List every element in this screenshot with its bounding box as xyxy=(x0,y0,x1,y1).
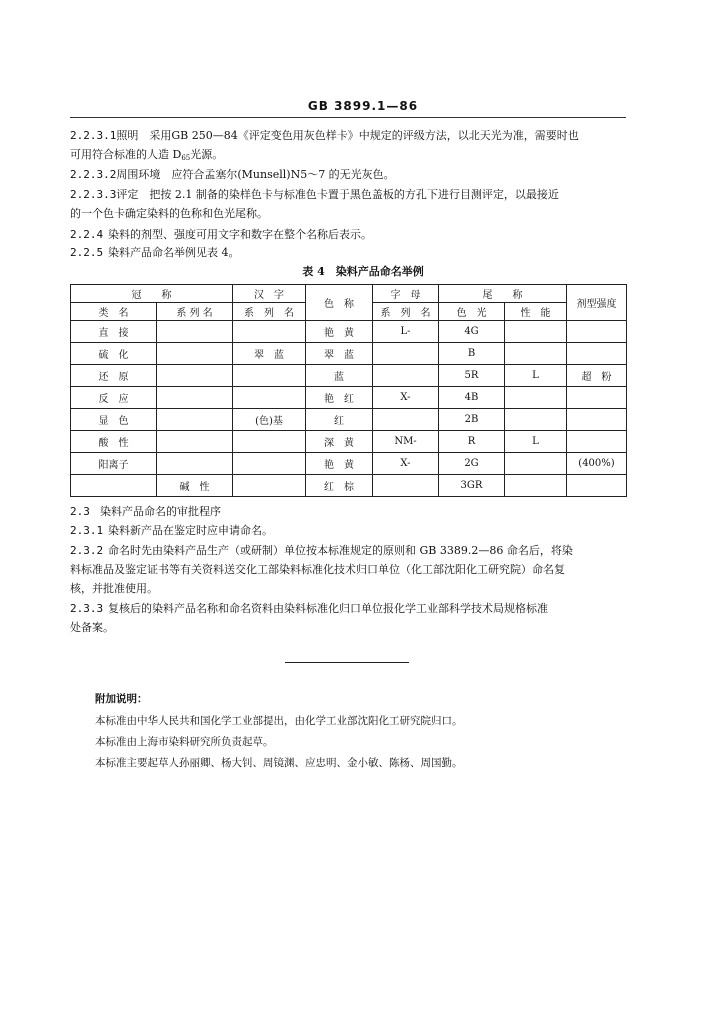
table-cell: 显 色 xyxy=(71,409,157,431)
table-cell xyxy=(567,409,627,431)
notes-line: 本标准主要起草人孙丽卿、杨大钊、周镜渊、应忠明、金小敏、陈杨、周国勤。 xyxy=(95,757,463,769)
table-cell: 碱 性 xyxy=(157,475,233,497)
table-cell: 硫 化 xyxy=(71,343,157,365)
clause-2-3-2 xyxy=(70,541,626,598)
clause-2-3 xyxy=(70,502,626,521)
table-row xyxy=(71,387,627,409)
table-cell xyxy=(505,409,567,431)
table-row xyxy=(71,343,627,365)
table-cell: 酸 性 xyxy=(71,431,157,453)
table-cell: 还 原 xyxy=(71,365,157,387)
table-header-row xyxy=(71,285,627,303)
clause-text: 核，并批准使用。 xyxy=(70,582,158,595)
clause-text: 染料的剂型、强度可用文字和数字在整个名称后表示。 xyxy=(108,228,372,241)
table-cell xyxy=(567,321,627,343)
table-cell: L- xyxy=(373,321,439,343)
header-cell: 类 名 xyxy=(71,303,157,321)
table-row xyxy=(71,365,627,387)
clause-2-3-1 xyxy=(70,521,626,540)
table-cell xyxy=(233,321,306,343)
clause-text: 照明 采用GB 250—84《评定变色用灰色样卡》中规定的评级方法，以北天光为准，需要时也 xyxy=(116,129,579,142)
document-header: GB 3899.1—86 xyxy=(307,99,419,113)
table-row xyxy=(71,321,627,343)
clause-2-2-3-2 xyxy=(70,165,626,184)
table-cell xyxy=(157,431,233,453)
table-cell xyxy=(157,321,233,343)
table-cell xyxy=(157,365,233,387)
clause-number: 2.3.3 xyxy=(70,602,104,615)
clause-number: 2.2.3.2 xyxy=(70,168,117,181)
header-cell: 系 列 名 xyxy=(157,303,233,321)
naming-examples-table xyxy=(70,284,627,497)
table-cell: 阳离子 xyxy=(71,453,157,475)
table-cell: 直 接 xyxy=(71,321,157,343)
section-divider xyxy=(285,662,409,663)
table-cell: B xyxy=(439,343,505,365)
header-cell: 冠 称 xyxy=(71,285,233,303)
clause-2-2-3-3 xyxy=(70,185,626,223)
table-cell xyxy=(567,343,627,365)
header-cell: 性 能 xyxy=(505,303,567,321)
table-cell: 艳 黄 xyxy=(306,321,373,343)
notes-line: 本标准由上海市染料研究所负责起草。 xyxy=(95,736,274,748)
notes-line: 本标准由中华人民共和国化学工业部提出，由化学工业部沈阳化工研究院归口。 xyxy=(95,715,463,727)
clause-text: 的一个色卡确定染料的色称和色光尾称。 xyxy=(70,207,268,220)
table-cell xyxy=(373,409,439,431)
table-cell xyxy=(505,387,567,409)
table-cell: 深 黄 xyxy=(306,431,373,453)
clause-2-2-4 xyxy=(70,225,626,244)
header-cell: 系 列 名 xyxy=(233,303,306,321)
table-cell: 2B xyxy=(439,409,505,431)
table-cell: 5R xyxy=(439,365,505,387)
notes-title: 附加说明： xyxy=(95,693,148,705)
table-cell: 红 xyxy=(306,409,373,431)
table-cell: 反 应 xyxy=(71,387,157,409)
table-cell: 红 棕 xyxy=(306,475,373,497)
clause-number: 2.2.5 xyxy=(70,246,104,259)
clause-2-2-3-1 xyxy=(70,126,626,168)
clause-number: 2.3 xyxy=(70,505,90,518)
table-cell: 3GR xyxy=(439,475,505,497)
clause-text: 染料新产品在鉴定时应申请命名。 xyxy=(108,524,273,537)
table-cell xyxy=(505,321,567,343)
header-cell: 色 称 xyxy=(306,285,373,321)
table-cell: (400%) xyxy=(567,453,627,475)
table-cell xyxy=(505,475,567,497)
table-cell xyxy=(373,475,439,497)
table-cell xyxy=(157,453,233,475)
table-cell: 艳 黄 xyxy=(306,453,373,475)
clause-number: 2.2.4 xyxy=(70,228,104,241)
clause-text: 可用符合标准的人造 D xyxy=(70,148,182,161)
clause-2-2-5 xyxy=(70,243,626,262)
table-cell xyxy=(71,475,157,497)
table-cell xyxy=(157,387,233,409)
clause-2-3-3 xyxy=(70,599,626,637)
clause-number: 2.3.2 xyxy=(70,544,104,557)
table-cell xyxy=(157,343,233,365)
header-cell: 尾 称 xyxy=(439,285,567,303)
table-caption: 表 4 染料产品命名举例 xyxy=(302,265,424,278)
table-cell: 翠 蓝 xyxy=(306,343,373,365)
clause-text: 复核后的染料产品名称和命名资料由染料标准化归口单位报化学工业部科学技术局规格标准 xyxy=(108,602,548,615)
table-cell: X- xyxy=(373,387,439,409)
table-cell xyxy=(373,365,439,387)
table-cell: NM- xyxy=(373,431,439,453)
clause-text: 命名时先由染料产品生产（或研制）单位按本标准规定的原则和 GB 3389.2—86 命名后，将染 xyxy=(108,544,573,557)
table-cell xyxy=(233,387,306,409)
clause-text: 周围环境 应符合孟塞尔(Munsell)N5～7 的无光灰色。 xyxy=(116,168,395,181)
subscript: 65 xyxy=(181,154,191,162)
table-cell: 4B xyxy=(439,387,505,409)
table-cell: 艳 红 xyxy=(306,387,373,409)
clause-text: 光源。 xyxy=(190,148,224,161)
table-cell: 2G xyxy=(439,453,505,475)
header-rule xyxy=(70,117,626,118)
header-cell: 色 光 xyxy=(439,303,505,321)
table-cell: X- xyxy=(373,453,439,475)
clause-number: 2.2.3.1 xyxy=(70,129,117,142)
table-cell: 4G xyxy=(439,321,505,343)
clause-text: 染料产品命名的审批程序 xyxy=(100,505,221,518)
table-row xyxy=(71,409,627,431)
table-cell xyxy=(567,387,627,409)
clause-text: 处备案。 xyxy=(70,621,114,634)
table-cell: R xyxy=(439,431,505,453)
table-row xyxy=(71,453,627,475)
table-cell: 翠 蓝 xyxy=(233,343,306,365)
table-row xyxy=(71,431,627,453)
clause-number: 2.2.3.3 xyxy=(70,188,117,201)
table-cell xyxy=(233,453,306,475)
header-cell: 字 母 xyxy=(373,285,439,303)
table-cell xyxy=(373,343,439,365)
table-cell: (色)基 xyxy=(233,409,306,431)
table-cell xyxy=(567,431,627,453)
table-row xyxy=(71,475,627,497)
table-cell xyxy=(233,475,306,497)
header-cell: 系 列 名 xyxy=(373,303,439,321)
table-cell xyxy=(567,475,627,497)
table-cell: 超 粉 xyxy=(567,365,627,387)
clause-number: 2.3.1 xyxy=(70,524,104,537)
table-cell: 蓝 xyxy=(306,365,373,387)
table-cell xyxy=(505,343,567,365)
table-cell xyxy=(505,453,567,475)
table-cell xyxy=(233,431,306,453)
table-cell: L xyxy=(505,365,567,387)
clause-text: 评定 把按 2.1 制备的染样色卡与标准色卡置于黑色盖板的方孔下进行目测评定，以最接近 xyxy=(116,188,559,201)
table-cell: L xyxy=(505,431,567,453)
clause-text: 料标准品及鉴定证书等有关资料送交化工部染料标准化技术归口单位（化工部沈阳化工研究院）命名复 xyxy=(70,563,565,576)
clause-text: 染料产品命名举例见表 4。 xyxy=(108,246,240,259)
header-cell: 剂型强度 xyxy=(567,285,627,321)
table-cell xyxy=(233,365,306,387)
table-cell xyxy=(157,409,233,431)
header-cell: 汉 字 xyxy=(233,285,306,303)
